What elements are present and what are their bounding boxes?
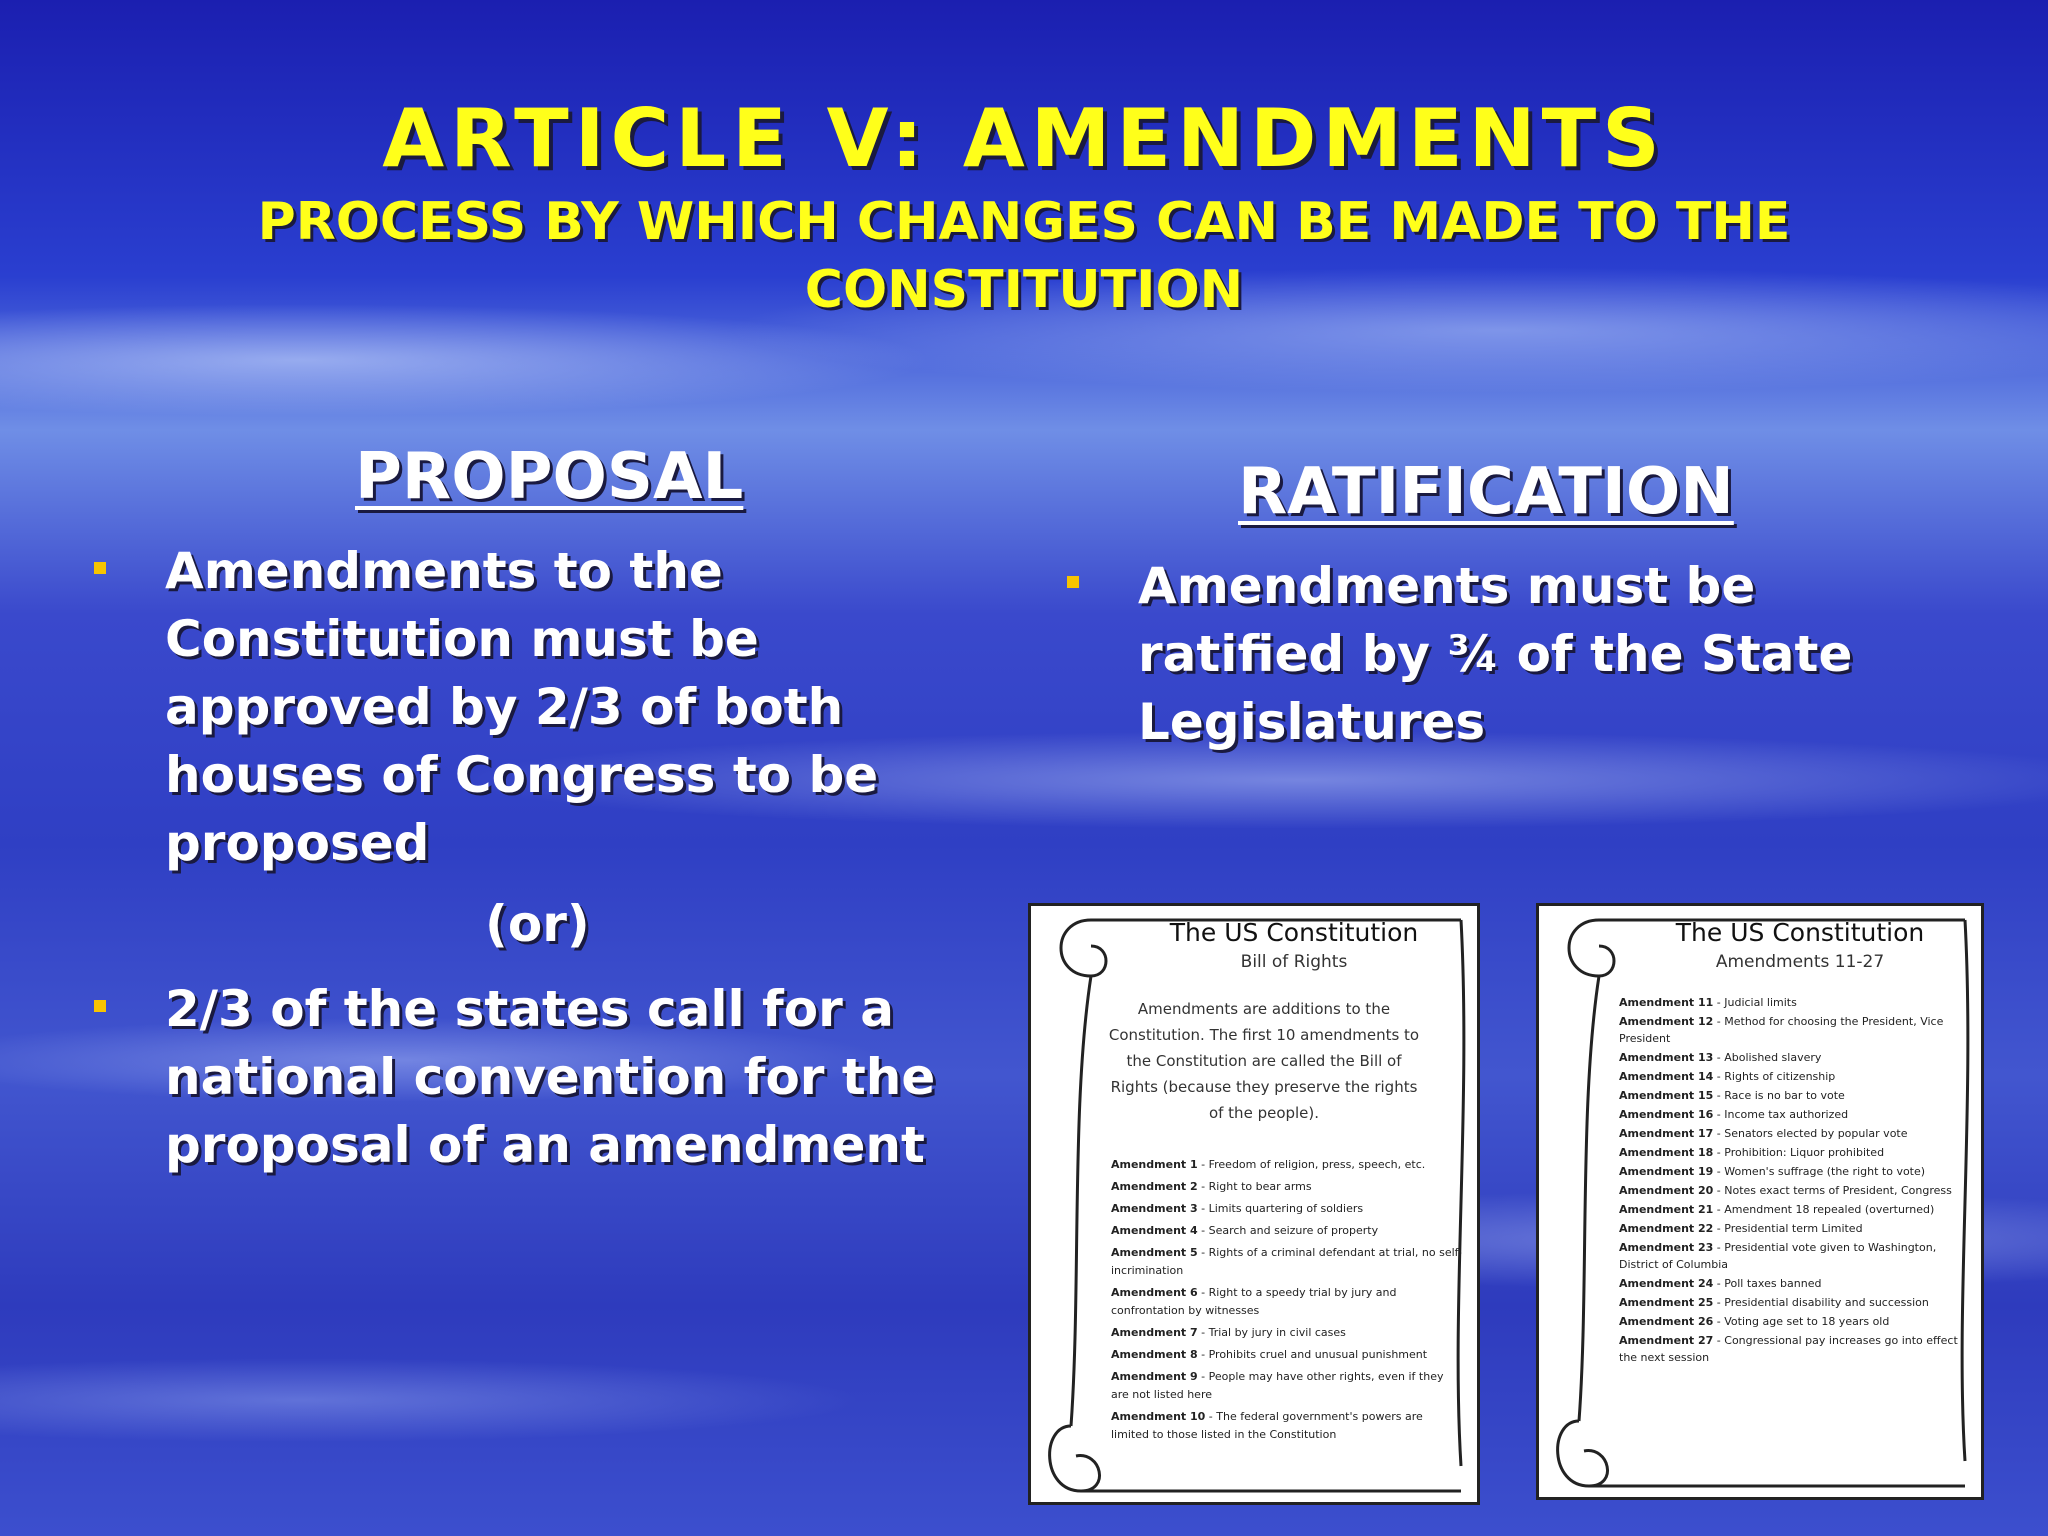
poster-title: The US Constitution (1169, 918, 1419, 947)
proposal-bullet-1: Amendments to the Constitution must be approved by 2/3 of both houses of Congress to be proposed (165, 542, 879, 872)
list-item: Amendment 26 - Voting age set to 18 years old (1619, 1315, 1890, 1328)
list-item: Amendment 20 - Notes exact terms of President, Congress (1619, 1184, 1952, 1197)
poster-subtitle: Bill of Rights (1240, 952, 1348, 972)
list-item: Amendment 22 - Presidential term Limited (1619, 1222, 1863, 1235)
list-item: Amendment 23 - Presidential vote given to Washington, District of Columbia (1619, 1241, 1937, 1271)
list-item: Amendment 4 - Search and seizure of property (1111, 1224, 1379, 1237)
slide-subtitle: PROCESS BY WHICH CHANGES CAN BE MADE TO THE CONSTITUTION (257, 192, 1791, 320)
list-item: Amendment 19 - Women's suffrage (the right to vote) (1619, 1165, 1926, 1178)
list-item: Amendment 25 - Presidential disability and succession (1619, 1296, 1929, 1309)
bullet-icon (94, 562, 106, 574)
list-item: Amendment 21 - Amendment 18 repealed (overturned) (1619, 1203, 1935, 1216)
list-item: Amendment 3 - Limits quartering of soldiers (1111, 1202, 1364, 1215)
amendments-11-27-image (1536, 903, 1984, 1500)
poster-intro: Amendments are additions to the Constitution. The first 10 amendments to the Constitution are called the Bill of Rights (because they preserve the rights of the people). (1108, 1000, 1420, 1122)
amendment-list (1619, 994, 1967, 1368)
or-separator: (or) (485, 895, 590, 953)
proposal-heading: PROPOSAL (355, 440, 744, 514)
list-item: Amendment 14 - Rights of citizenship (1619, 1070, 1836, 1083)
list-item: Amendment 15 - Race is no bar to vote (1619, 1089, 1845, 1102)
bullet-icon (94, 1000, 106, 1012)
list-item: Amendment 8 - Prohibits cruel and unusual punishment (1111, 1348, 1428, 1361)
list-item: Amendment 17 - Senators elected by popular vote (1619, 1127, 1908, 1140)
list-item: Amendment 27 - Congressional pay increases go into effect the next session (1619, 1334, 1958, 1364)
list-item: Amendment 12 - Method for choosing the President, Vice President (1619, 1015, 1944, 1045)
list-item: Amendment 7 - Trial by jury in civil cases (1111, 1326, 1346, 1339)
slide-title: ARTICLE V: AMENDMENTS (382, 92, 1666, 185)
list-item: Amendment 24 - Poll taxes banned (1619, 1277, 1822, 1290)
list-item: Amendment 11 - Judicial limits (1619, 996, 1797, 1009)
list-item: Amendment 13 - Abolished slavery (1619, 1051, 1822, 1064)
list-item: Amendment 1 - Freedom of religion, press, speech, etc. (1111, 1158, 1426, 1171)
ratification-bullet-1: Amendments must be ratified by ¾ of the State Legislatures (1138, 557, 1853, 751)
list-item: Amendment 10 - The federal government's powers are limited to those listed in the Constitution (1111, 1410, 1423, 1441)
amendment-list (1111, 1156, 1463, 1448)
poster-title: The US Constitution (1675, 918, 1925, 947)
list-item: Amendment 6 - Right to a speedy trial by jury and confrontation by witnesses (1111, 1286, 1397, 1317)
list-item: Amendment 2 - Right to bear arms (1111, 1180, 1312, 1193)
bullet-icon (1067, 576, 1079, 588)
poster-subtitle: Amendments 11-27 (1715, 952, 1885, 972)
list-item: Amendment 5 - Rights of a criminal defendant at trial, no self-incrimination (1111, 1246, 1462, 1277)
bill-of-rights-image (1028, 903, 1480, 1505)
list-item: Amendment 18 - Prohibition: Liquor prohibited (1619, 1146, 1885, 1159)
list-item: Amendment 16 - Income tax authorized (1619, 1108, 1849, 1121)
list-item: Amendment 9 - People may have other rights, even if they are not listed here (1111, 1370, 1444, 1401)
ratification-heading: RATIFICATION (1238, 455, 1734, 529)
proposal-bullet-2: 2/3 of the states call for a national convention for the proposal of an amendment (165, 980, 936, 1174)
